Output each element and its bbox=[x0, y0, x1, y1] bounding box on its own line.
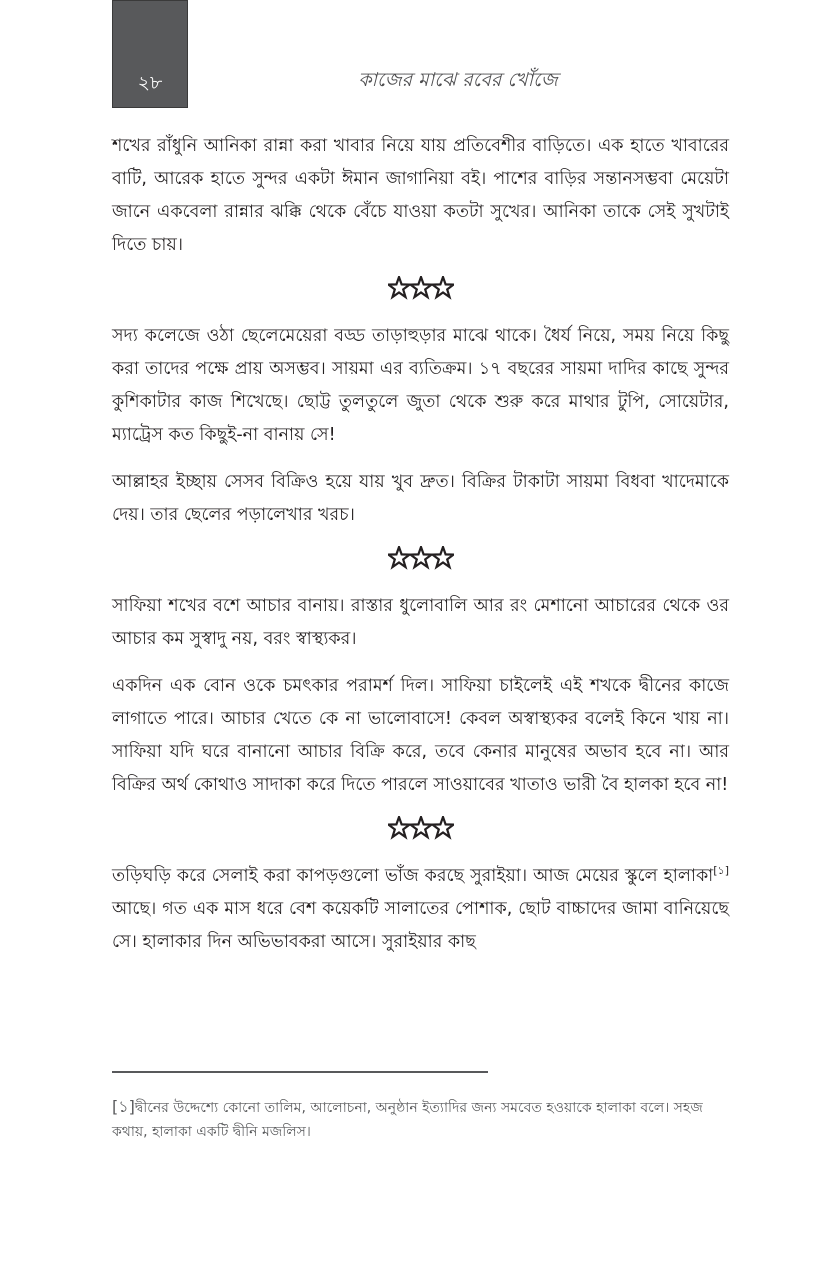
paragraph: শখের রাঁধুনি আনিকা রান্না করা খাবার নিয়ে যায় প্রতিবেশীর বাড়িতে। এক হাতে খাবারের বাটি, আরেক হাতে সুন্দর একটা ঈমান জাগানিয়া বই। পাশের বাড়ির সন্তানসম্ভবা মেয়েটা জানে একবেলা রান্নার ঝক্কি থেকে বেঁচে যাওয়া কতটা সুখের। আনিকা তাকে সেই সুখটাই দিতে চায়। bbox=[112, 136, 729, 255]
footnote-text: দ্বীনের উদ্দেশ্যে কোনো তালিম, আলোচনা, অনুষ্ঠান ইত্যাদির জন্য সমবেত হওয়াকে হালাকা বলে। সহজ কথায়, হালাকা একটি দ্বীনি মজলিস। bbox=[112, 1100, 703, 1140]
body-text bbox=[112, 130, 729, 973]
three-stars-icon bbox=[388, 546, 454, 570]
paragraph: সদ্য কলেজে ওঠা ছেলেমেয়েরা বড্ড তাড়াহুড়ার মাঝে থাকে। ধৈর্য নিয়ে, সময় নিয়ে কিছু করা তাদের পক্ষে প্রায় অসম্ভব। সায়মা এর ব্যতিক্রম। ১৭ বছরের সায়মা দাদির কাছে সুন্দর কুশিকাটার কাজ শিখেছে। ছোট্ট তুলতুলে জুতা থেকে শুরু করে মাথার টুপি, সোয়েটার, ম্যাট্রেস কত কিছুই-না বানায় সে! bbox=[112, 326, 729, 445]
footnote bbox=[112, 1095, 729, 1144]
three-stars-icon bbox=[388, 276, 454, 300]
page-number: ২৮ bbox=[137, 72, 163, 94]
paragraph-text: আছে। গত এক মাস ধরে বেশ কয়েকটি সালাতের পোশাক, ছোট বাচ্চাদের জামা বানিয়েছে সে। হালাকার দিন অভিভাবকরা আসে। সুরাইয়ার কাছ bbox=[112, 899, 729, 952]
paragraph: একদিন এক বোন ওকে চমৎকার পরামর্শ দিল। সাফিয়া চাইলেই এই শখকে দ্বীনের কাজে লাগাতে পারে। আচার খেতে কে না ভালোবাসে! কেবল অস্বাস্থ্যকর বলেই কিনে খায় না। সাফিয়া যদি ঘরে বানানো আচার বিক্রি করে, তবে কেনার মানুষের অভাব হবে না। আর বিক্রির অর্থ কোথাও সাদাকা করে দিতে পারলে সাওয়াবের খাতাও ভারী বৈ হালকা হবে না! bbox=[112, 676, 729, 795]
section-separator bbox=[112, 276, 729, 306]
footnote-marker: [১] bbox=[112, 1097, 135, 1116]
paragraph-text: তড়িঘড়ি করে সেলাই করা কাপড়গুলো ভাঁজ করছে সুরাইয়া। আজ মেয়ের স্কুলে হালাকা bbox=[112, 866, 714, 886]
paragraph: আল্লাহর ইচ্ছায় সেসব বিক্রিও হয়ে যায় খুব দ্রুত। বিক্রির টাকাটা সায়মা বিধবা খাদেমাকে দেয়। তার ছেলের পড়ালেখার খরচ। bbox=[112, 472, 729, 525]
footnote-reference[interactable]: [১] bbox=[713, 864, 729, 878]
paragraph: সাফিয়া শখের বশে আচার বানায়। রাস্তার ধুলোবালি আর রং মেশানো আচারের থেকে ওর আচার কম সুস্বাদু নয়, বরং স্বাস্থ্যকর। bbox=[112, 596, 729, 649]
paragraph-with-footnote bbox=[112, 860, 729, 959]
page-number-box bbox=[112, 0, 188, 108]
section-separator bbox=[112, 546, 729, 576]
running-title: কাজের মাঝে রবের খোঁজে bbox=[358, 69, 558, 91]
three-stars-icon bbox=[388, 816, 454, 840]
section-separator bbox=[112, 816, 729, 846]
footnote-divider bbox=[112, 1071, 488, 1073]
